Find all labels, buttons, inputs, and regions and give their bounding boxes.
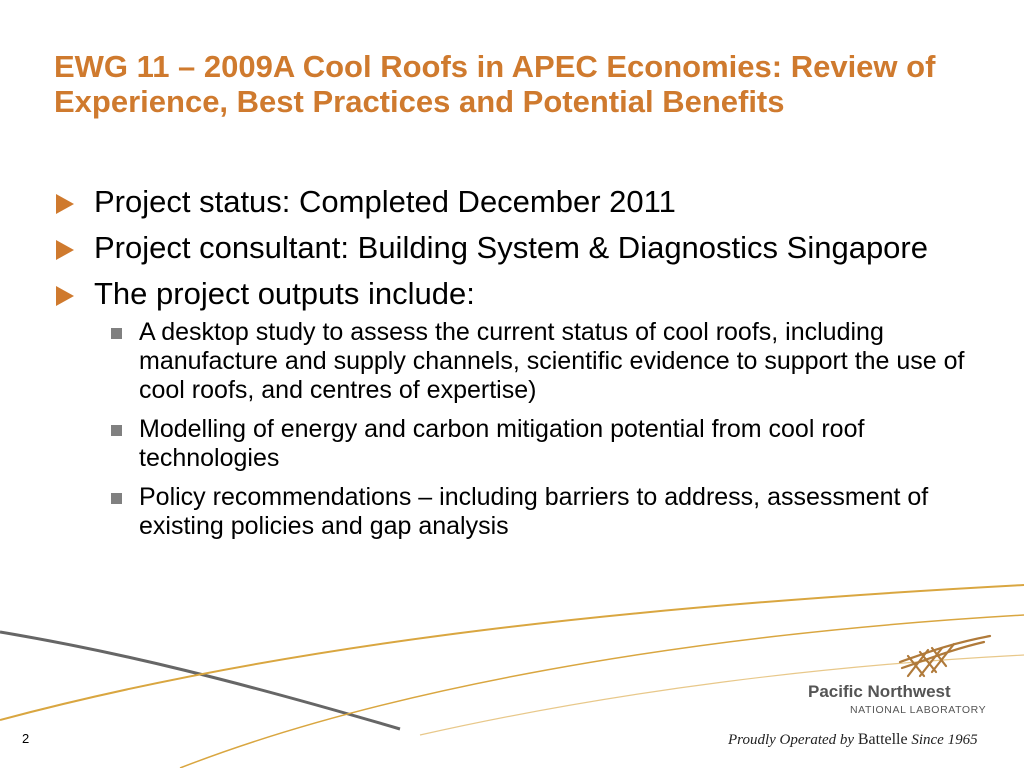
- bullet-list: [54, 184, 984, 551]
- bullet-project-status: [54, 184, 984, 220]
- gray-square-bullet-icon: [111, 425, 122, 436]
- sub-bullet-desktop-study: [98, 318, 984, 405]
- gray-square-bullet-icon: [111, 328, 122, 339]
- tagline-suffix: Since 1965: [911, 732, 978, 748]
- bullet-project-outputs: [54, 276, 984, 541]
- sub-bullet-text: A desktop study to assess the current status of cool roofs, including manufacture and supply channels, scientific evidence to support the use of cool roofs, and centres of expertise): [139, 318, 965, 404]
- tagline-prefix: Proudly Operated by: [728, 732, 855, 748]
- sub-bullet-modelling: [98, 415, 984, 473]
- gray-square-bullet-icon: [111, 493, 122, 504]
- sub-bullet-list: [94, 318, 984, 541]
- orange-triangle-bullet-icon: [56, 240, 74, 260]
- slide-title: EWG 11 – 2009A Cool Roofs in APEC Economies: Review of Experience, Best Practices and Potential Benefits: [54, 49, 936, 119]
- pnnl-lattice-logo-icon: [808, 632, 998, 682]
- battelle-tagline: [728, 731, 978, 749]
- orange-triangle-bullet-icon: [56, 194, 74, 214]
- bullet-project-consultant: [54, 230, 984, 266]
- sub-bullet-policy: [98, 483, 984, 541]
- page-number: 2: [22, 731, 30, 746]
- logo-subtitle: NATIONAL LABORATORY: [850, 704, 987, 716]
- logo-name: Pacific Northwest: [808, 682, 951, 701]
- orange-triangle-bullet-icon: [56, 286, 74, 306]
- bullet-text: The project outputs include:: [94, 276, 475, 311]
- bullet-text: Project consultant: Building System & Diagnostics Singapore: [94, 230, 928, 265]
- sub-bullet-text: Modelling of energy and carbon mitigation potential from cool roof technologies: [139, 415, 865, 472]
- pnnl-logo: [808, 632, 998, 722]
- bullet-text: Project status: Completed December 2011: [94, 184, 676, 219]
- sub-bullet-text: Policy recommendations – including barriers to address, assessment of existing policies and gap analysis: [139, 483, 929, 540]
- tagline-brand: Battelle: [857, 731, 908, 748]
